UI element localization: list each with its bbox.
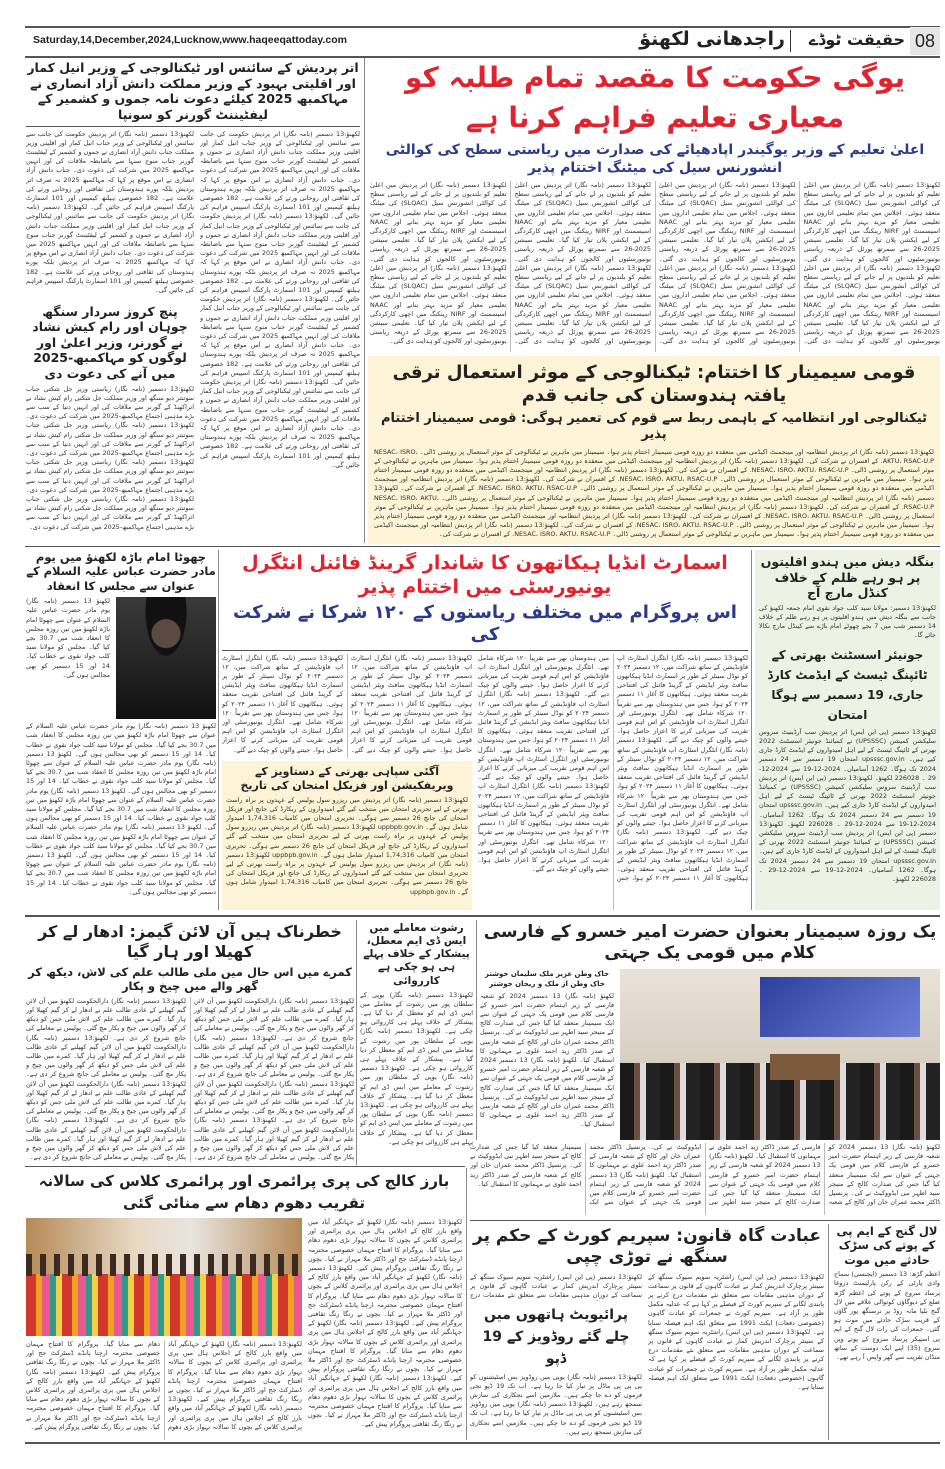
hackathon-article	[222, 552, 748, 910]
divider	[26, 126, 360, 127]
column-divider	[751, 550, 752, 910]
yogi-body: لکھنؤ:13 دسمبر (نامہ نگار) اتر پردیش میں اعلیٰ تعلیم کو بلندیوں پر لے جانے کے لیے ریاستی سطح کی کوالٹی انشورنس سیل (SLQAC) کی میٹنگ منعقد ہوئی۔ اجلاس میں تمام تعلیمی اداروں میں تعلیمی معیار کو مزید بہتر بنانے اور NAAC اسیسمنٹ اور NIRF رینکنگ میں اچھی کارکردگی کے لیے ایکشن پلان تیار کیا گیا۔ تعلیمی سیشن 2025-26 سے سمرتھ پورٹل کے ذریعہ ریاستی یونیورسٹیوں اور کالجوں کو ہدایت دی گئی۔ لکھنؤ:13 دسمبر (نامہ نگار) اتر پردیش میں اعلیٰ تعلیم کو بلندیوں پر لے جانے کے لیے ریاستی سطح کی کوالٹی انشورنس سیل (SLQAC) کی میٹنگ منعقد ہوئی۔ اجلاس میں تمام تعلیمی اداروں میں تعلیمی معیار کو مزید بہتر بنانے اور NAAC اسیسمنٹ اور NIRF رینکنگ میں اچھی کارکردگی کے لیے ایکشن پلان تیار کیا گیا۔ تعلیمی سیشن 2025-26 سے سمرتھ پورٹل کے ذریعہ ریاستی یونیورسٹیوں اور کالجوں کو ہدایت دی گئی۔ لکھنؤ:13 دسمبر (نامہ نگار) اتر پردیش میں اعلیٰ تعلیم کو بلندیوں پر لے جانے کے لیے ریاستی سطح کی کوالٹی انشورنس سیل (SLQAC) کی میٹنگ منعقد ہوئی۔ اجلاس میں تمام تعلیمی اداروں میں تعلیمی معیار کو مزید بہتر بنانے اور NAAC اسیسمنٹ اور NIRF رینکنگ میں اچھی کارکردگی کے لیے ایکشن پلان تیار کیا گیا۔ تعلیمی سیشن 2025-26 سے سمرتھ پورٹل کے ذریعہ ریاستی یونیورسٹیوں اور کالجوں کو ہدایت دی گئی۔ لکھنؤ:13 دسمبر (نامہ نگار) اتر پردیش میں اعلیٰ تعلیم کو بلندیوں پر لے جانے کے لیے ریاستی سطح کی کوالٹی انشورنس سیل (SLQAC) کی میٹنگ منعقد ہوئی۔ اجلاس میں تمام تعلیمی اداروں میں تعلیمی معیار کو مزید بہتر بنانے اور NAAC اسیسمنٹ اور NIRF رینکنگ میں اچھی کارکردگی کے لیے ایکشن پلان تیار کیا گیا۔ تعلیمی سیشن 2025-26 سے سمرتھ پورٹل کے ذریعہ ریاستی یونیورسٹیوں اور کالجوں کو ہدایت دی گئی۔ لکھنؤ:13 دسمبر (نامہ نگار) اتر پردیش میں اعلیٰ تعلیم کو بلندیوں پر لے جانے کے لیے ریاستی سطح کی کوالٹی انشورنس سیل (SLQAC) کی میٹنگ منعقد ہوئی۔ اجلاس میں تمام تعلیمی اداروں میں تعلیمی معیار کو مزید بہتر بنانے اور NAAC اسیسمنٹ اور NIRF رینکنگ میں اچھی کارکردگی کے لیے ایکشن پلان تیار کیا گیا۔ تعلیمی سیشن 2025-26 سے سمرتھ پورٹل کے ذریعہ ریاستی یونیورسٹیوں اور کالجوں کو ہدایت دی گئی۔ لکھنؤ:13 دسمبر (نامہ نگار) اتر پردیش میں اعلیٰ تعلیم کو بلندیوں پر لے جانے کے لیے ریاستی سطح کی کوالٹی انشورنس سیل (SLQAC) کی میٹنگ منعقد ہوئی۔ اجلاس میں تمام تعلیمی اداروں میں تعلیمی معیار کو مزید بہتر بنانے اور NAAC اسیسمنٹ اور NIRF رینکنگ میں اچھی کارکردگی کے لیے ایکشن پلان تیار کیا گیا۔ تعلیمی سیشن 2025-26 سے سمرتھ پورٹل کے ذریعہ ریاستی یونیورسٹیوں اور کالجوں کو ہدایت دی گئی۔ لکھنؤ:13 دسمبر (نامہ نگار) اتر پردیش میں اعلیٰ تعلیم کو بلندیوں پر لے جانے کے لیے ریاستی سطح کی کوالٹی انشورنس سیل (SLQAC) کی میٹنگ منعقد ہوئی۔ اجلاس میں تمام تعلیمی اداروں میں تعلیمی معیار کو مزید بہتر بنانے اور NAAC اسیسمنٹ اور NIRF رینکنگ میں اچھی کارکردگی کے لیے ایکشن پلان تیار کیا گیا۔ تعلیمی سیشن 2025-26 سے سمرتھ پورٹل کے ذریعہ ریاستی یونیورسٹیوں اور کالجوں کو ہدایت دی گئی۔ لکھنؤ:13 دسمبر (نامہ نگار) اتر پردیش میں اعلیٰ تعلیم کو بلندیوں پر لے جانے کے لیے ریاستی سطح کی کوالٹی انشورنس سیل (SLQAC) کی میٹنگ منعقد ہوئی۔ اجلاس میں تمام تعلیمی اداروں میں تعلیمی معیار کو مزید بہتر بنانے اور NAAC اسیسمنٹ اور NIRF رینکنگ میں اچھی کارکردگی کے لیے ایکشن پلان تیار کیا گیا۔ تعلیمی سیشن 2025-26 سے سمرتھ پورٹل کے ذریعہ ریاستی یونیورسٹیوں اور کالجوں کو ہدایت دی گئی۔	[370, 181, 940, 346]
roadways-body: لکھنؤ:13 دسمبر (نامہ نگار) یوپی میں روڈویز بس اسٹیشنوں کو پی پی پی ماڈل پر تیار کیا جا رہا ہے۔ اب تک 19 ڈپو نجی فرموں کو دے جا چکے ہیں۔ ملازمین اسے نجکاری کی سازش سمجھ رہے ہیں۔ لکھنؤ:13 دسمبر (نامہ نگار) یوپی میں روڈویز بس اسٹیشنوں کو پی پی پی ماڈل پر تیار کیا جا رہا ہے۔ اب تک 19 ڈپو نجی فرموں کو دے جا چکے ہیں۔ ملازمین اسے نجکاری کی سازش سمجھ رہے ہیں۔	[470, 1372, 642, 1436]
hackathon-subhead: اس پروگرام میں مختلف ریاستوں کے ۱۲۰ شرکا نے شرکت کی	[233, 601, 737, 645]
upsssc-body: لکھنؤ:13 دسمبر (پی این ایس) اتر پردیش سب آرڈینیٹ سروس سلیکشن کمیشن (UPSSSC) نے کمبائنڈ جونیئر اسسٹنٹ 2022 بھرتی کے ٹائپنگ ٹیسٹ کے لیے اہل امیدواروں کے ایڈمٹ کارڈ جاری کیے ہیں۔ upsssc.gov.in امتحان 19 دسمبر سے 24 دسمبر 2024 تک ہوگا۔ 1262 آسامیاں۔ 2024-12-19 سے 2024-12-29 ۔ 226028 لکھنؤ۔ لکھنؤ:13 دسمبر (پی این ایس) اتر پردیش سب آرڈینیٹ سروس سلیکشن کمیشن (UPSSSC) نے کمبائنڈ جونیئر اسسٹنٹ 2022 بھرتی کے ٹائپنگ ٹیسٹ کے لیے اہل امیدواروں کے ایڈمٹ کارڈ جاری کیے ہیں۔ upsssc.gov.in امتحان 19 دسمبر سے 24 دسمبر 2024 تک ہوگا۔ 1262 آسامیاں۔ 2024-12-19 سے 2024-12-29 ۔ 226028 لکھنؤ۔ لکھنؤ:13 دسمبر (پی این ایس) اتر پردیش سب آرڈینیٹ سروس سلیکشن کمیشن (UPSSSC) نے کمبائنڈ جونیئر اسسٹنٹ 2022 بھرتی کے ٹائپنگ ٹیسٹ کے لیے اہل امیدواروں کے ایڈمٹ کارڈ جاری کیے ہیں۔ upsssc.gov.in امتحان 19 دسمبر سے 24 دسمبر 2024 تک ہوگا۔ 1262 آسامیاں۔ 2024-12-19 سے 2024-12-29 ۔ 226028 لکھنؤ۔	[759, 727, 936, 883]
column-divider	[466, 1168, 467, 1440]
khusro-headline: یک روزہ سیمینار بعنوان حضرت امیر خسرو کے فارسی کلام میں قومی یک جہتی	[483, 922, 937, 964]
khusro-body: لکھنؤ (نامہ نگار) 13 دسمبر 2024 کو شعبہ فارسی کے زیر اہتمام حضرت امیر خسرو کے فارسی کلام میں قومی یک جہتی کے عنوان سے ایک سیمینار منعقد کیا گیا جس کی صدارت کالج کے منیجر سید اطہر نبی ایڈووکیٹ نے کی۔ پرنسپل ڈاکٹر محمد عمران خان اور کالج کے شعبہ فارسی کے صدر ڈاکٹر زید احمد علوی نے مہمانوں کا استقبال کیا۔ لکھنؤ (نامہ نگار) 13 دسمبر 2024 کو شعبہ فارسی کے زیر اہتمام حضرت امیر خسرو کے فارسی کلام میں قومی یک جہتی کے عنوان سے ایک سیمینار منعقد کیا گیا جس کی صدارت کالج کے منیجر سید اطہر نبی ایڈووکیٹ نے کی۔ پرنسپل ڈاکٹر محمد عمران خان اور کالج کے شعبہ فارسی کے صدر ڈاکٹر زید احمد علوی نے مہمانوں کا استقبال کیا۔	[480, 991, 614, 1129]
divider	[25, 546, 940, 547]
upsssc-headline: جونیئر اسسٹنٹ بھرتی کے ٹائپنگ ٹیسٹ کے ایڈمٹ کارڈ جاری، 19 دسمبر سے ہوگا امتحان	[767, 647, 928, 722]
khusro-seminar-photo	[620, 969, 940, 1141]
left-subcolumn	[26, 130, 194, 543]
seminar-headline: قومی سیمینار کا اختتام: ٹیکنالوجی کے موثر استعمال ترقی یافتہ ہندوستان کی جانب قدم	[392, 362, 916, 406]
divider	[25, 915, 940, 917]
khusro-cont	[470, 1143, 940, 1215]
khusro-text	[480, 969, 614, 1141]
header-top-rule	[25, 26, 940, 28]
sdm-body: لکھنؤ:13 دسمبر (نامہ نگار) یوپی کے سلطان پور میں رشوت کے معاملے میں ایس ڈی ایم کو معطل کر دیا گیا ہے۔ پیشکار کے خلاف پہلے ہی کارروائی ہو چکی ہے۔ لکھنؤ:13 دسمبر (نامہ نگار) یوپی کے سلطان پور میں رشوت کے معاملے میں ایس ڈی ایم کو معطل کر دیا گیا ہے۔ پیشکار کے خلاف پہلے ہی کارروائی ہو چکی ہے۔ لکھنؤ:13 دسمبر (نامہ نگار) یوپی کے سلطان پور میں رشوت کے معاملے میں ایس ڈی ایم کو معطل کر دیا گیا ہے۔ پیشکار کے خلاف پہلے ہی کارروائی ہو چکی ہے۔ لکھنؤ:13 دسمبر (نامہ نگار) یوپی کے سلطان پور میں رشوت کے معاملے میں ایس ڈی ایم کو معطل کر دیا گیا ہے۔ پیشکار کے خلاف پہلے ہی کارروائی ہو چکی ہے۔	[360, 990, 473, 1146]
lalganj-body: اعظم گڑھ: 13 دسمبر (ایجنسی) سماج وادی پارٹی کے رکن پارلیمنٹ دروغا پرساد سروج کے پوتے کی اعظم گڑھ ضلع کے دیوگاؤں کوتوالی علاقے میں لال گنج بلیا مانہ روڈ پر نرسنگھ پور گاؤں کے قریب سڑک حادثے میں موت ہو گئی۔ جمعرات کی رات لال گنج کے ایم پی اسپیکر پرساد سروج کے پوتے وپن سروج (35) اپنے ایک دوست کے ساتھ منڈان تقریب سے گھر واپس آ رہے تھے۔	[834, 1270, 940, 1361]
lalganj-headline: لال گنج کے ایم پی کے پوتے کی سڑک حادثے میں موت	[836, 1224, 938, 1267]
danish-body: لکھنؤ:13 دسمبر (نامہ نگار) اتر پردیش حکومت کی جانب سے سائنس اور ٹیکنالوجی کے وزیر جناب انیل کمار اور اقلیتی وزیر مملکت جناب دانش آزاد انصاری نے جموں و کشمیر کے لیفٹیننٹ گورنر جناب منوج سنہا سے باضابطہ ملاقات کی اور انہیں مہاکمبھ 2025 میں شرکت کی دعوت دی۔ جناب دانش آزاد انصاری نے اس موقع پر کہا کہ مہاکمبھ 2025 نہ صرف اتر پردیش بلکہ پورے ہندوستان کی ثقافتی اور روحانی ورثے کی علامت ہے۔ 182 خصوصی ہیلتھ کیمپس اور 101 اسمارٹ پارکنگ اسپیس فراہم کی جائیں گی۔ لکھنؤ:13 دسمبر (نامہ نگار) اتر پردیش حکومت کی جانب سے سائنس اور ٹیکنالوجی کے وزیر جناب انیل کمار اور اقلیتی وزیر مملکت جناب دانش آزاد انصاری نے جموں و کشمیر کے لیفٹیننٹ گورنر جناب منوج سنہا سے باضابطہ ملاقات کی اور انہیں مہاکمبھ 2025 میں شرکت کی دعوت دی۔ جناب دانش آزاد انصاری نے اس موقع پر کہا کہ مہاکمبھ 2025 نہ صرف اتر پردیش بلکہ پورے ہندوستان کی ثقافتی اور روحانی ورثے کی علامت ہے۔ 182 خصوصی ہیلتھ کیمپس اور 101 اسمارٹ پارکنگ اسپیس فراہم کی جائیں گی۔ لکھنؤ:13 دسمبر (نامہ نگار) اتر پردیش حکومت کی جانب سے سائنس اور ٹیکنالوجی کے وزیر جناب انیل کمار اور اقلیتی وزیر مملکت جناب دانش آزاد انصاری نے جموں و کشمیر کے لیفٹیننٹ گورنر جناب منوج سنہا سے باضابطہ ملاقات کی اور انہیں مہاکمبھ 2025 میں شرکت کی دعوت دی۔ جناب دانش آزاد انصاری نے اس موقع پر کہا کہ مہاکمبھ 2025 نہ صرف اتر پردیش بلکہ پورے ہندوستان کی ثقافتی اور روحانی ورثے کی علامت ہے۔ 182 خصوصی ہیلتھ کیمپس اور 101 اسمارٹ پارکنگ اسپیس فراہم کی جائیں گی۔ لکھنؤ:13 دسمبر (نامہ نگار) اتر پردیش حکومت کی جانب سے سائنس اور ٹیکنالوجی کے وزیر جناب انیل کمار اور اقلیتی وزیر مملکت جناب دانش آزاد انصاری نے جموں و کشمیر کے لیفٹیننٹ گورنر جناب منوج سنہا سے باضابطہ ملاقات کی اور انہیں مہاکمبھ 2025 میں شرکت کی دعوت دی۔ جناب دانش آزاد انصاری نے اس موقع پر کہا کہ مہاکمبھ 2025 نہ صرف اتر پردیش بلکہ پورے ہندوستان کی ثقافتی اور روحانی ورثے کی علامت ہے۔ 182 خصوصی ہیلتھ کیمپس اور 101 اسمارٹ پارکنگ اسپیس فراہم کی جائیں گی۔	[200, 129, 360, 469]
majlis-article	[26, 550, 216, 910]
bars-body: لکھنؤ:13 دسمبر (نامہ نگار) لکھنؤ کے جہانگیر آباد میں واقع بارز کالج کے اجلاس ہال میں پری پرائمری اور پرائمری کلاس کے بچوں کا سالانہ تہوار بڑی دھوم دھام سے منایا گیا۔ پروگرام کا افتتاح مہمان خصوصی محترمہ ارچنا پانڈے ڈسٹرکٹ جج اور ڈاکٹر ملا مہراز نے کیا۔ بچوں نے رنگا رنگ ثقافتی پروگرام پیش کیے۔ لکھنؤ:13 دسمبر (نامہ نگار) لکھنؤ کے جہانگیر آباد میں واقع بارز کالج کے اجلاس ہال میں پری پرائمری اور پرائمری کلاس کے بچوں کا سالانہ تہوار بڑی دھوم دھام سے منایا گیا۔ پروگرام کا افتتاح مہمان خصوصی محترمہ ارچنا پانڈے ڈسٹرکٹ جج اور ڈاکٹر ملا مہراز نے کیا۔ بچوں نے رنگا رنگ ثقافتی پروگرام پیش کیے۔ لکھنؤ:13 دسمبر (نامہ نگار) لکھنؤ کے جہانگیر آباد میں واقع بارز کالج کے اجلاس ہال میں پری پرائمری اور پرائمری کلاس کے بچوں کا سالانہ تہوار بڑی دھوم دھام سے منایا گیا۔ پروگرام کا افتتاح مہمان خصوصی محترمہ ارچنا پانڈے ڈسٹرکٹ جج اور ڈاکٹر ملا مہراز نے کیا۔ بچوں نے رنگا رنگ ثقافتی پروگرام پیش کیے۔ لکھنؤ:13 دسمبر (نامہ نگار) لکھنؤ کے جہانگیر آباد میں واقع بارز کالج کے اجلاس ہال میں پری پرائمری اور پرائمری کلاس کے بچوں کا سالانہ تہوار بڑی دھوم دھام سے منایا گیا۔ پروگرام کا افتتاح مہمان خصوصی محترمہ ارچنا پانڈے ڈسٹرکٹ جج اور ڈاکٹر ملا مہراز نے کیا۔ بچوں نے رنگا رنگ ثقافتی پروگرام پیش کیے۔	[308, 1218, 462, 1429]
majlis-body-cont: لکھنؤ 13 دسمبر (نامہ نگار) یوم مادر حضرت عباس علیہ السلام کے عنوان سے چھوٹا امام باڑہ لکھنؤ میں تین روزہ مجلس کا انعقاد شب میں 30.7 بجے کیا گیا۔ مجلس کو مولانا سید کلب جواد نقوی نے خطاب کیا۔ 14 اور 15 دسمبر کو بھی مجالس ہوں گی۔ لکھنؤ 13 دسمبر (نامہ نگار) یوم مادر حضرت عباس علیہ السلام کے عنوان سے چھوٹا امام باڑہ لکھنؤ میں تین روزہ مجلس کا انعقاد شب میں 30.7 بجے کیا گیا۔ مجلس کو مولانا سید کلب جواد نقوی نے خطاب کیا۔ 14 اور 15 دسمبر کو بھی مجالس ہوں گی۔ لکھنؤ 13 دسمبر (نامہ نگار) یوم مادر حضرت عباس علیہ السلام کے عنوان سے چھوٹا امام باڑہ لکھنؤ میں تین روزہ مجلس کا انعقاد شب میں 30.7 بجے کیا گیا۔ مجلس کو مولانا سید کلب جواد نقوی نے خطاب کیا۔ 14 اور 15 دسمبر کو بھی مجالس ہوں گی۔ لکھنؤ 13 دسمبر (نامہ نگار) یوم مادر حضرت عباس علیہ السلام کے عنوان سے چھوٹا امام باڑہ لکھنؤ میں تین روزہ مجلس کا انعقاد شب میں 30.7 بجے کیا گیا۔ مجلس کو مولانا سید کلب جواد نقوی نے خطاب کیا۔ 14 اور 15 دسمبر کو بھی مجالس ہوں گی۔ لکھنؤ 13 دسمبر (نامہ نگار) یوم مادر حضرت عباس علیہ السلام کے عنوان سے چھوٹا امام باڑہ لکھنؤ میں تین روزہ مجلس کا انعقاد شب میں 30.7 بجے کیا گیا۔ مجلس کو مولانا سید کلب جواد نقوی نے خطاب کیا۔ 14 اور 15 دسمبر کو بھی مجالس ہوں گی۔	[26, 722, 216, 896]
majlis-photo	[116, 597, 216, 719]
seminar-box	[368, 356, 940, 544]
divider	[222, 650, 748, 651]
games-body: لکھنؤ:13 دسمبر (نامہ نگار) دارالحکومت لکھنؤ میں آن لائن گیم کھیلنے کے عادی طالب علم نے ادھار لے کر گیم کھیلا اور ہار گیا۔ کمرے میں طالب علم کی لاش ملی جس کو دیکھ کر گھر والوں میں چیخ و پکار مچ گئی۔ پولیس نے معاملے کی جانچ شروع کر دی ہے۔ لکھنؤ:13 دسمبر (نامہ نگار) دارالحکومت لکھنؤ میں آن لائن گیم کھیلنے کے عادی طالب علم نے ادھار لے کر گیم کھیلا اور ہار گیا۔ کمرے میں طالب علم کی لاش ملی جس کو دیکھ کر گھر والوں میں چیخ و پکار مچ گئی۔ پولیس نے معاملے کی جانچ شروع کر دی ہے۔ لکھنؤ:13 دسمبر (نامہ نگار) دارالحکومت لکھنؤ میں آن لائن گیم کھیلنے کے عادی طالب علم نے ادھار لے کر گیم کھیلا اور ہار گیا۔ کمرے میں طالب علم کی لاش ملی جس کو دیکھ کر گھر والوں میں چیخ و پکار مچ گئی۔ پولیس نے معاملے کی جانچ شروع کر دی ہے۔ لکھنؤ:13 دسمبر (نامہ نگار) دارالحکومت لکھنؤ میں آن لائن گیم کھیلنے کے عادی طالب علم نے ادھار لے کر گیم کھیلا اور ہار گیا۔ کمرے میں طالب علم کی لاش ملی جس کو دیکھ کر گھر والوں میں چیخ و پکار مچ گئی۔ پولیس نے معاملے کی جانچ شروع کر دی ہے۔ لکھنؤ:13 دسمبر (نامہ نگار) دارالحکومت لکھنؤ میں آن لائن گیم کھیلنے کے عادی طالب علم نے ادھار لے کر گیم کھیلا اور ہار گیا۔ کمرے میں طالب علم کی لاش ملی جس کو دیکھ کر گھر والوں میں چیخ و پکار مچ گئی۔ پولیس نے معاملے کی جانچ شروع کر دی ہے۔ لکھنؤ:13 دسمبر (نامہ نگار) دارالحکومت لکھنؤ میں آن لائن گیم کھیلنے کے عادی طالب علم نے ادھار لے کر گیم کھیلا اور ہار گیا۔ کمرے میں طالب علم کی لاش ملی جس کو دیکھ کر گھر والوں میں چیخ و پکار مچ گئی۔ پولیس نے معاملے کی جانچ شروع کر دی ہے۔ لکھنؤ:13 دسمبر (نامہ نگار) دارالحکومت لکھنؤ میں آن لائن گیم کھیلنے کے عادی طالب علم نے ادھار لے کر گیم کھیلا اور ہار گیا۔ کمرے میں طالب علم کی لاش ملی جس کو دیکھ کر گھر والوں میں چیخ و پکار مچ گئی۔ پولیس نے معاملے کی جانچ شروع کر دی ہے۔ لکھنؤ:13 دسمبر (نامہ نگار) دارالحکومت لکھنؤ میں آن لائن گیم کھیلنے کے عادی طالب علم نے ادھار لے کر گیم کھیلا اور ہار گیا۔ کمرے میں طالب علم کی لاش ملی جس کو دیکھ کر گھر والوں میں چیخ و پکار مچ گئی۔ پولیس نے معاملے کی جانچ شروع کر دی ہے۔	[26, 996, 354, 1162]
kumbh-body: لکھنؤ:13 دسمبر (نامہ نگار) ریاستی وزیر جل شکتی جناب سوتنتر دیو سنگھ اور وزیر مملکت جل شکتی رام کیش نشاد نے اتراکھنڈ کے گورنر سے ملاقات کی اور انہیں دنیا کے سب سے بڑے مذہبی اجتماع مہاکمبھ-2025 میں شرکت کی دعوت دی۔ لکھنؤ:13 دسمبر (نامہ نگار) ریاستی وزیر جل شکتی جناب سوتنتر دیو سنگھ اور وزیر مملکت جل شکتی رام کیش نشاد نے اتراکھنڈ کے گورنر سے ملاقات کی اور انہیں دنیا کے سب سے بڑے مذہبی اجتماع مہاکمبھ-2025 میں شرکت کی دعوت دی۔ لکھنؤ:13 دسمبر (نامہ نگار) ریاستی وزیر جل شکتی جناب سوتنتر دیو سنگھ اور وزیر مملکت جل شکتی رام کیش نشاد نے اتراکھنڈ کے گورنر سے ملاقات کی اور انہیں دنیا کے سب سے بڑے مذہبی اجتماع مہاکمبھ-2025 میں شرکت کی دعوت دی۔ لکھنؤ:13 دسمبر (نامہ نگار) ریاستی وزیر جل شکتی جناب سوتنتر دیو سنگھ اور وزیر مملکت جل شکتی رام کیش نشاد نے اتراکھنڈ کے گورنر سے ملاقات کی اور انہیں دنیا کے سب سے بڑے مذہبی اجتماع مہاکمبھ-2025 میں شرکت کی دعوت دی۔	[26, 384, 194, 531]
bars-body-cont: لکھنؤ:13 دسمبر (نامہ نگار) لکھنؤ کے جہانگیر آباد میں واقع بارز کالج کے اجلاس ہال میں پری پرائمری اور پرائمری کلاس کے بچوں کا سالانہ تہوار بڑی دھوم دھام سے منایا گیا۔ پروگرام کا افتتاح مہمان خصوصی محترمہ ارچنا پانڈے ڈسٹرکٹ جج اور ڈاکٹر ملا مہراز نے کیا۔ بچوں نے رنگا رنگ ثقافتی پروگرام پیش کیے۔ لکھنؤ:13 دسمبر (نامہ نگار) لکھنؤ کے جہانگیر آباد میں واقع بارز کالج کے اجلاس ہال میں پری پرائمری اور پرائمری کلاس کے بچوں کا سالانہ تہوار بڑی دھوم دھام سے منایا گیا۔ پروگرام کا افتتاح مہمان خصوصی محترمہ ارچنا پانڈے ڈسٹرکٹ جج اور ڈاکٹر ملا مہراز نے کیا۔ بچوں نے رنگا رنگ ثقافتی پروگرام پیش کیے۔ لکھنؤ:13 دسمبر (نامہ نگار) لکھنؤ کے جہانگیر آباد میں واقع بارز کالج کے اجلاس ہال میں پری پرائمری اور پرائمری کلاس کے بچوں کا سالانہ تہوار بڑی دھوم دھام سے منایا گیا۔ پروگرام کا افتتاح مہمان خصوصی محترمہ ارچنا پانڈے ڈسٹرکٹ جج اور ڈاکٹر ملا مہراز نے کیا۔ بچوں نے رنگا رنگ ثقافتی پروگرام پیش کیے۔	[26, 1340, 302, 1431]
majlis-headline: چھوٹا امام باڑہ لکھنؤ میں یوم مادر حضرت عباس علیہ السلام کے عنوان سے مجلس کا انعقاد	[26, 550, 216, 593]
column-divider	[828, 1224, 829, 1440]
worship-article	[470, 1226, 824, 1440]
bangladesh-body: لکھنؤ:13 دسمبر: مولانا سید کلب جواد نقوی امام جمعہ لکھنؤ کی جانب سے بنگلہ دیش میں ہندو اقلیتوں پر ہو رہے ظلم کے خلاف 14 دسمبر شب میں 7 بجے چھوٹے امام باڑے سے کینڈل مارچ نکالا جائے گا۔	[759, 603, 936, 640]
lalganj-article	[834, 1224, 940, 1440]
majlis-body: لکھنؤ 13 دسمبر (نامہ نگار) یوم مادر حضرت عباس علیہ السلام کے عنوان سے چھوٹا امام باڑہ لکھنؤ میں تین روزہ مجلس کا انعقاد شب میں 30.7 بجے کیا گیا۔ مجلس کو مولانا سید کلب جواد نقوی نے خطاب کیا۔ 14 اور 15 دسمبر کو بھی مجالس ہوں گی۔	[26, 597, 110, 679]
yogi-headline: یوگی حکومت کا مقصد تمام طلبہ کو معیاری تعلیم فراہم کرنا ہے	[404, 61, 905, 134]
roadways-headline: پرائیویٹ ہاتھوں میں چلے گئے روڈویز کے 19 ڈپو	[482, 1306, 630, 1367]
date-line: Saturday,14,December,2024,Lucknow,www.haqeeqattoday.com	[33, 34, 347, 46]
right-sidebar	[755, 550, 940, 910]
poem-line: خاک وطن از ملک و ریحان خوشتر	[489, 979, 605, 988]
seminar-body: لکھنؤ:13 دسمبر (نامہ نگار) اتر پردیش انتظامیہ اور مینجمنٹ اکیڈمی میں منعقدہ دو روزہ قومی سیمینار اختتام پذیر ہوا۔ سیمینار میں ماہرین نے ٹیکنالوجی کے موثر استعمال پر روشنی ڈالی۔ NESAC، ISRO، AKTU، RSAC-U.P. کے افسران نے شرکت کی۔ لکھنؤ:13 دسمبر (نامہ نگار) اتر پردیش انتظامیہ اور مینجمنٹ اکیڈمی میں منعقدہ دو روزہ قومی سیمینار اختتام پذیر ہوا۔ سیمینار میں ماہرین نے ٹیکنالوجی کے موثر استعمال پر روشنی ڈالی۔ NESAC، ISRO، AKTU، RSAC-U.P. کے افسران نے شرکت کی۔ لکھنؤ:13 دسمبر (نامہ نگار) اتر پردیش انتظامیہ اور مینجمنٹ اکیڈمی میں منعقدہ دو روزہ قومی سیمینار اختتام پذیر ہوا۔ سیمینار میں ماہرین نے ٹیکنالوجی کے موثر استعمال پر روشنی ڈالی۔ NESAC، ISRO، AKTU، RSAC-U.P. کے افسران نے شرکت کی۔ لکھنؤ:13 دسمبر (نامہ نگار) اتر پردیش انتظامیہ اور مینجمنٹ اکیڈمی میں منعقدہ دو روزہ قومی سیمینار اختتام پذیر ہوا۔ سیمینار میں ماہرین نے ٹیکنالوجی کے موثر استعمال پر روشنی ڈالی۔ NESAC، ISRO، AKTU، RSAC-U.P. کے افسران نے شرکت کی۔ لکھنؤ:13 دسمبر (نامہ نگار) اتر پردیش انتظامیہ اور مینجمنٹ اکیڈمی میں منعقدہ دو روزہ قومی سیمینار اختتام پذیر ہوا۔ سیمینار میں ماہرین نے ٹیکنالوجی کے موثر استعمال پر روشنی ڈالی۔ NESAC، ISRO، AKTU، RSAC-U.P. کے افسران نے شرکت کی۔ لکھنؤ:13 دسمبر (نامہ نگار) اتر پردیش انتظامیہ اور مینجمنٹ اکیڈمی میں منعقدہ دو روزہ قومی سیمینار اختتام پذیر ہوا۔ سیمینار میں ماہرین نے ٹیکنالوجی کے موثر استعمال پر روشنی ڈالی۔ NESAC، ISRO، AKTU، RSAC-U.P. کے افسران نے شرکت کی۔ لکھنؤ:13 دسمبر (نامہ نگار) اتر پردیش انتظامیہ اور مینجمنٹ اکیڈمی میں منعقدہ دو روزہ قومی سیمینار اختتام پذیر ہوا۔ سیمینار میں ماہرین نے ٹیکنالوجی کے موثر استعمال پر روشنی ڈالی۔ NESAC، ISRO، AKTU، RSAC-U.P. کے افسران نے شرکت کی۔ لکھنؤ:13 دسمبر (نامہ نگار) اتر پردیش انتظامیہ اور مینجمنٹ اکیڈمی میں منعقدہ دو روزہ قومی سیمینار اختتام پذیر ہوا۔ سیمینار میں ماہرین نے ٹیکنالوجی کے موثر استعمال پر روشنی ڈالی۔ NESAC، ISRO، AKTU، RSAC-U.P. کے افسران نے شرکت کی۔	[374, 447, 934, 538]
column-divider	[476, 920, 477, 1140]
games-headline: خطرناک ہیں آن لائن گیمز: ادھار لے کر کھیلا اور ہار گیا	[38, 922, 342, 961]
kumbh-headline: پنچ کروز سردار سنگھ چوہان اور رام کیش نشاد نے گورنر، وزیر اعلیٰ اور لوگوں کو مہاکمبھ-2025 میں آنے کی دعوت دی	[32, 303, 188, 381]
footer-rule	[25, 1442, 940, 1444]
yogi-article	[370, 58, 940, 352]
banner	[760, 977, 920, 1037]
bangladesh-headline: بنگلہ دیش میں ہندو اقلیتوں پر ہو رہے ظلم کے خلاف کنڈل مارچ آج	[760, 554, 935, 601]
seminar-subhead: ٹیکنالوجی اور انتظامیہ کے باہمی ربط سے قوم کی تعمیر ہوگی: قومی سیمینار اختتام پذیر	[380, 411, 928, 443]
header-divider	[790, 30, 791, 52]
danish-headline: اتر پردیش کے سائنس اور ٹیکنالوجی کے وزیر انیل کمار اور اقلیتی بہبود کے وزیر مملکت دانش آزاد انصاری نے مہاکمبھ 2025 کیلئے دعوت نامہ جموں و کشمیر کے لیفٹیننٹ گورنر کو سونپا	[27, 60, 359, 122]
bars-dance-photo	[26, 1218, 302, 1336]
worship-body-cont: لکھنؤ:13 دسمبر (پی این ایس) راشٹریہ سویم سیوک سنگھ کے سینئر پرچارک اندریش کمار نے عبادت گاہوں کے قانون پر سماعت کے دوران مذہبی مقامات سے متعلق نئے مقدمات درج	[470, 1272, 642, 1299]
podium	[770, 1054, 840, 1080]
dancers	[26, 1274, 302, 1336]
hackathon-left	[222, 654, 472, 911]
divider	[470, 1220, 940, 1221]
dancers-heads	[26, 1254, 302, 1276]
games-subhead: کمرے میں اس حال میں ملی طالب علم کی لاش، دیکھ کر گھر والے میں چیخ و پکار	[28, 965, 352, 994]
police-body: لکھنؤ:13 دسمبر (نامہ نگار) اتر پردیش میں ریزرو سول پولیس کے عہدوں پر براہ راست بھرتی کے لیے تحریری امتحان میں منتخب کیے گئے امیدواروں کے ریکارڈ کی جانچ اور فزیکل امتحان کی جانچ 26 دسمبر سے ہوگی۔ تحریری امتحان میں کامیاب 1,74,316 امیدوار شامل ہوں گے۔ uppbpb.gov.in لکھنؤ:13 دسمبر (نامہ نگار) اتر پردیش میں ریزرو سول پولیس کے عہدوں پر براہ راست بھرتی کے لیے تحریری امتحان میں منتخب کیے گئے امیدواروں کے ریکارڈ کی جانچ اور فزیکل امتحان کی جانچ 26 دسمبر سے ہوگی۔ تحریری امتحان میں کامیاب 1,74,316 امیدوار شامل ہوں گے۔ uppbpb.gov.in لکھنؤ:13 دسمبر (نامہ نگار) اتر پردیش میں ریزرو سول پولیس کے عہدوں پر براہ راست بھرتی کے لیے تحریری امتحان میں منتخب کیے گئے امیدواروں کے ریکارڈ کی جانچ اور فزیکل امتحان کی جانچ 26 دسمبر سے ہوگی۔ تحریری امتحان میں کامیاب 1,74,316 امیدوار شامل ہوں گے۔ uppbpb.gov.in	[226, 795, 468, 896]
police-headline: آگئی سپاہی بھرتی کے دستاویز کے ویریفکیشن اور فزیکل امتحان کی تاریخ	[240, 765, 454, 792]
danish-article	[26, 60, 360, 542]
bars-article	[26, 1170, 462, 1440]
police-box	[222, 761, 472, 910]
games-article	[26, 922, 354, 1162]
poem-line: خاک وطن عزیز ملک سلیمان خوشتر	[484, 969, 610, 978]
divider	[25, 1166, 465, 1167]
column-divider	[364, 58, 365, 543]
danish-body-cont: لکھنؤ:13 دسمبر (نامہ نگار) اتر پردیش حکومت کی جانب سے سائنس اور ٹیکنالوجی کے وزیر جناب انیل کمار اور اقلیتی وزیر مملکت جناب دانش آزاد انصاری نے جموں و کشمیر کے لیفٹیننٹ گورنر جناب منوج سنہا سے باضابطہ ملاقات کی اور انہیں مہاکمبھ 2025 میں شرکت کی دعوت دی۔ جناب دانش آزاد انصاری نے اس موقع پر کہا کہ مہاکمبھ 2025 نہ صرف اتر پردیش بلکہ پورے ہندوستان کی ثقافتی اور روحانی ورثے کی علامت ہے۔ 182 خصوصی ہیلتھ کیمپس اور 101 اسمارٹ پارکنگ اسپیس فراہم کی جائیں گی۔ لکھنؤ:13 دسمبر (نامہ نگار) اتر پردیش حکومت کی جانب سے سائنس اور ٹیکنالوجی کے وزیر جناب انیل کمار اور اقلیتی وزیر مملکت جناب دانش آزاد انصاری نے جموں و کشمیر کے لیفٹیننٹ گورنر جناب منوج سنہا سے باضابطہ ملاقات کی اور انہیں مہاکمبھ 2025 میں شرکت کی دعوت دی۔ جناب دانش آزاد انصاری نے اس موقع پر کہا کہ مہاکمبھ 2025 نہ صرف اتر پردیش بلکہ پورے ہندوستان کی ثقافتی اور روحانی ورثے کی علامت ہے۔ 182 خصوصی ہیلتھ کیمپس اور 101 اسمارٹ پارکنگ اسپیس فراہم کی جائیں گی۔	[26, 129, 194, 294]
hackathon-body-cont: لکھنؤ:13 دسمبر (نامہ نگار) انٹگرل اسٹارٹ اپ فاؤنڈیشن کے ساتھ شراکت میں، ۱۲ دسمبر ۲۰۲۴ کو نوڈل سینٹر کے طور پر اسمارٹ انڈیا ہیکاتھون سافٹ ویئر ایڈیشن کے گرینڈ فائنل کی افتتاحی تقریب منعقد ہوئی۔ ہیکاتھون کا آغاز ۱۱ دسمبر ۲۰۲۴ کو ہوا، جس میں ہندوستان بھر سے تقریباً ۱۲۰ شرکاء شامل تھے۔ انٹگرل یونیورسٹی اور انٹگرل اسٹارٹ اپ فاؤنڈیشن کو اس اہم قومی تقریب کی میزبانی کرنے کا اعزاز حاصل ہوا۔ جیتنے والوں کو چیک دیے گئے۔ لکھنؤ:13 دسمبر (نامہ نگار) انٹگرل اسٹارٹ اپ فاؤنڈیشن کے ساتھ شراکت میں، ۱۲ دسمبر ۲۰۲۴ کو نوڈل سینٹر کے طور پر اسمارٹ انڈیا ہیکاتھون سافٹ ویئر ایڈیشن کے گرینڈ فائنل کی افتتاحی تقریب منعقد ہوئی۔ ہیکاتھون کا آغاز ۱۱ دسمبر ۲۰۲۴ کو ہوا، جس میں ہندوستان بھر سے تقریباً ۱۲۰ شرکاء شامل تھے۔ انٹگرل یونیورسٹی اور انٹگرل اسٹارٹ اپ فاؤنڈیشن کو اس اہم قومی تقریب کی میزبانی کرنے کا اعزاز حاصل ہوا۔ جیتنے والوں کو چیک دیے گئے۔	[222, 653, 472, 754]
worship-left	[470, 1273, 642, 1441]
khusro-article	[480, 922, 940, 1140]
khusro-body-cont: لکھنؤ (نامہ نگار) 13 دسمبر 2024 کو شعبہ فارسی کے زیر اہتمام حضرت امیر خسرو کے فارسی کلام میں قومی یک جہتی کے عنوان سے ایک سیمینار منعقد کیا گیا جس کی صدارت کالج کے منیجر سید اطہر نبی ایڈووکیٹ نے کی۔ پرنسپل ڈاکٹر محمد عمران خان اور کالج کے شعبہ فارسی کے صدر ڈاکٹر زید احمد علوی نے مہمانوں کا استقبال کیا۔ لکھنؤ (نامہ نگار) 13 دسمبر 2024 کو شعبہ فارسی کے زیر اہتمام حضرت امیر خسرو کے فارسی کلام میں قومی یک جہتی کے عنوان سے ایک سیمینار منعقد کیا گیا جس کی صدارت کالج کے منیجر سید اطہر نبی ایڈووکیٹ نے کی۔ پرنسپل ڈاکٹر محمد عمران خان اور کالج کے شعبہ فارسی کے صدر ڈاکٹر زید احمد علوی نے مہمانوں کا استقبال کیا۔ لکھنؤ (نامہ نگار) 13 دسمبر 2024 کو شعبہ فارسی کے زیر اہتمام حضرت امیر خسرو کے فارسی کلام میں قومی یک جہتی کے عنوان سے ایک سیمینار منعقد کیا گیا جس کی صدارت کالج کے منیجر سید اطہر نبی ایڈووکیٹ نے کی۔ پرنسپل ڈاکٹر محمد عمران خان اور کالج کے شعبہ فارسی کے صدر ڈاکٹر زید احمد علوی نے مہمانوں کا استقبال کیا۔	[470, 1143, 940, 1207]
logo: حقیقت ٹوڈے	[808, 30, 905, 49]
sdm-headline: رشوت معاملے میں ایس ڈی ایم معطل، پیشکار کے خلاف پہلے ہی ہو چکی ہے کارروائی	[363, 922, 470, 987]
bars-left	[26, 1218, 302, 1440]
worship-headline: عبادت گاہ قانون: سپریم کورٹ کے حکم پر سنگھ نے توڑی چپی	[473, 1226, 821, 1268]
page-number: 08	[910, 27, 940, 55]
column-divider	[356, 920, 357, 1165]
yogi-subhead: اعلیٰ تعلیم کے وزیر یوگیندر اپادھیائے کی صدارت میں ریاستی سطح کی کوالٹی انشورنس سیل کی میٹنگ اختتام پذیر	[385, 142, 925, 176]
bars-headline: بارز کالج کی پری پرائمری اور پرائمری کلاس کی سالانہ تقریب دھوم دھام سے منائی گئی	[38, 1172, 450, 1212]
hackathon-body: لکھنؤ:13 دسمبر (نامہ نگار) انٹگرل اسٹارٹ اپ فاؤنڈیشن کے ساتھ شراکت میں، ۱۲ دسمبر ۲۰۲۴ کو نوڈل سینٹر کے طور پر اسمارٹ انڈیا ہیکاتھون سافٹ ویئر ایڈیشن کے گرینڈ فائنل کی افتتاحی تقریب منعقد ہوئی۔ ہیکاتھون کا آغاز ۱۱ دسمبر ۲۰۲۴ کو ہوا، جس میں ہندوستان بھر سے تقریباً ۱۲۰ شرکاء شامل تھے۔ انٹگرل یونیورسٹی اور انٹگرل اسٹارٹ اپ فاؤنڈیشن کو اس اہم قومی تقریب کی میزبانی کرنے کا اعزاز حاصل ہوا۔ جیتنے والوں کو چیک دیے گئے۔ لکھنؤ:13 دسمبر (نامہ نگار) انٹگرل اسٹارٹ اپ فاؤنڈیشن کے ساتھ شراکت میں، ۱۲ دسمبر ۲۰۲۴ کو نوڈل سینٹر کے طور پر اسمارٹ انڈیا ہیکاتھون سافٹ ویئر ایڈیشن کے گرینڈ فائنل کی افتتاحی تقریب منعقد ہوئی۔ ہیکاتھون کا آغاز ۱۱ دسمبر ۲۰۲۴ کو ہوا، جس میں ہندوستان بھر سے تقریباً ۱۲۰ شرکاء شامل تھے۔ انٹگرل یونیورسٹی اور انٹگرل اسٹارٹ اپ فاؤنڈیشن کو اس اہم قومی تقریب کی میزبانی کرنے کا اعزاز حاصل ہوا۔ جیتنے والوں کو چیک دیے گئے۔ لکھنؤ:13 دسمبر (نامہ نگار) انٹگرل اسٹارٹ اپ فاؤنڈیشن کے ساتھ شراکت میں، ۱۲ دسمبر ۲۰۲۴ کو نوڈل سینٹر کے طور پر اسمارٹ انڈیا ہیکاتھون سافٹ ویئر ایڈیشن کے گرینڈ فائنل کی افتتاحی تقریب منعقد ہوئی۔ ہیکاتھون کا آغاز ۱۱ دسمبر ۲۰۲۴ کو ہوا، جس میں ہندوستان بھر سے تقریباً ۱۲۰ شرکاء شامل تھے۔ انٹگرل یونیورسٹی اور انٹگرل اسٹارٹ اپ فاؤنڈیشن کو اس اہم قومی تقریب کی میزبانی کرنے کا اعزاز حاصل ہوا۔ جیتنے والوں کو چیک دیے گئے۔ لکھنؤ:13 دسمبر (نامہ نگار) انٹگرل اسٹارٹ اپ فاؤنڈیشن کے ساتھ شراکت میں، ۱۲ دسمبر ۲۰۲۴ کو نوڈل سینٹر کے طور پر اسمارٹ انڈیا ہیکاتھون سافٹ ویئر ایڈیشن کے گرینڈ فائنل کی افتتاحی تقریب منعقد ہوئی۔ ہیکاتھون کا آغاز ۱۱ دسمبر ۲۰۲۴ کو ہوا، جس میں ہندوستان بھر سے تقریباً ۱۲۰ شرکاء شامل تھے۔ انٹگرل یونیورسٹی اور انٹگرل اسٹارٹ اپ فاؤنڈیشن کو اس اہم قومی تقریب کی میزبانی کرنے کا اعزاز حاصل ہوا۔ جیتنے والوں کو چیک دیے گئے۔ لکھنؤ:13 دسمبر (نامہ نگار) انٹگرل اسٹارٹ اپ فاؤنڈیشن کے ساتھ شراکت میں، ۱۲ دسمبر ۲۰۲۴ کو نوڈل سینٹر کے طور پر اسمارٹ انڈیا ہیکاتھون سافٹ ویئر ایڈیشن کے گرینڈ فائنل کی افتتاحی تقریب منعقد ہوئی۔ ہیکاتھون کا آغاز ۱۱ دسمبر ۲۰۲۴ کو ہوا، جس میں ہندوستان بھر سے تقریباً ۱۲۰ شرکاء شامل تھے۔ انٹگرل یونیورسٹی اور انٹگرل اسٹارٹ اپ فاؤنڈیشن کو اس اہم قومی تقریب کی میزبانی کرنے کا اعزاز حاصل ہوا۔ جیتنے والوں کو چیک دیے گئے۔	[478, 653, 748, 883]
worship-body: لکھنؤ:13 دسمبر (پی این ایس) راشٹریہ سویم سیوک سنگھ کے سینئر پرچارک اندریش کمار نے عبادت گاہوں کے قانون پر سماعت کے دوران مذہبی مقامات سے متعلق نئے مقدمات درج کرنے پر پابندی لگانے کے سپریم کورٹ کے فیصلے پر کہا ہے کہ عدلیہ مکمل طور پر آزاد ہے۔ سپریم کورٹ نے جمعرات کو عبادت گاہوں (خصوصی دفعات) ایکٹ 1991 سے متعلق ایک اہم فیصلہ سنایا ہے۔ لکھنؤ:13 دسمبر (پی این ایس) راشٹریہ سویم سیوک سنگھ کے سینئر پرچارک اندریش کمار نے عبادت گاہوں کے قانون پر سماعت کے دوران مذہبی مقامات سے متعلق نئے مقدمات درج کرنے پر پابندی لگانے کے سپریم کورٹ کے فیصلے پر کہا ہے کہ عدلیہ مکمل طور پر آزاد ہے۔ سپریم کورٹ نے جمعرات کو عبادت گاہوں (خصوصی دفعات) ایکٹ 1991 سے متعلق ایک اہم فیصلہ سنایا ہے۔	[648, 1272, 824, 1391]
column-divider	[218, 550, 219, 910]
hackathon-headline: اسمارٹ انڈیا ہیکاتھون کا شاندار گرینڈ فائنل انٹگرل یونیورسٹی میں اختتام پذیر	[242, 552, 728, 598]
sdm-article	[360, 922, 473, 1162]
section-title: راجدھانی لکھنؤ	[639, 28, 785, 50]
khusro-poem	[480, 969, 614, 989]
